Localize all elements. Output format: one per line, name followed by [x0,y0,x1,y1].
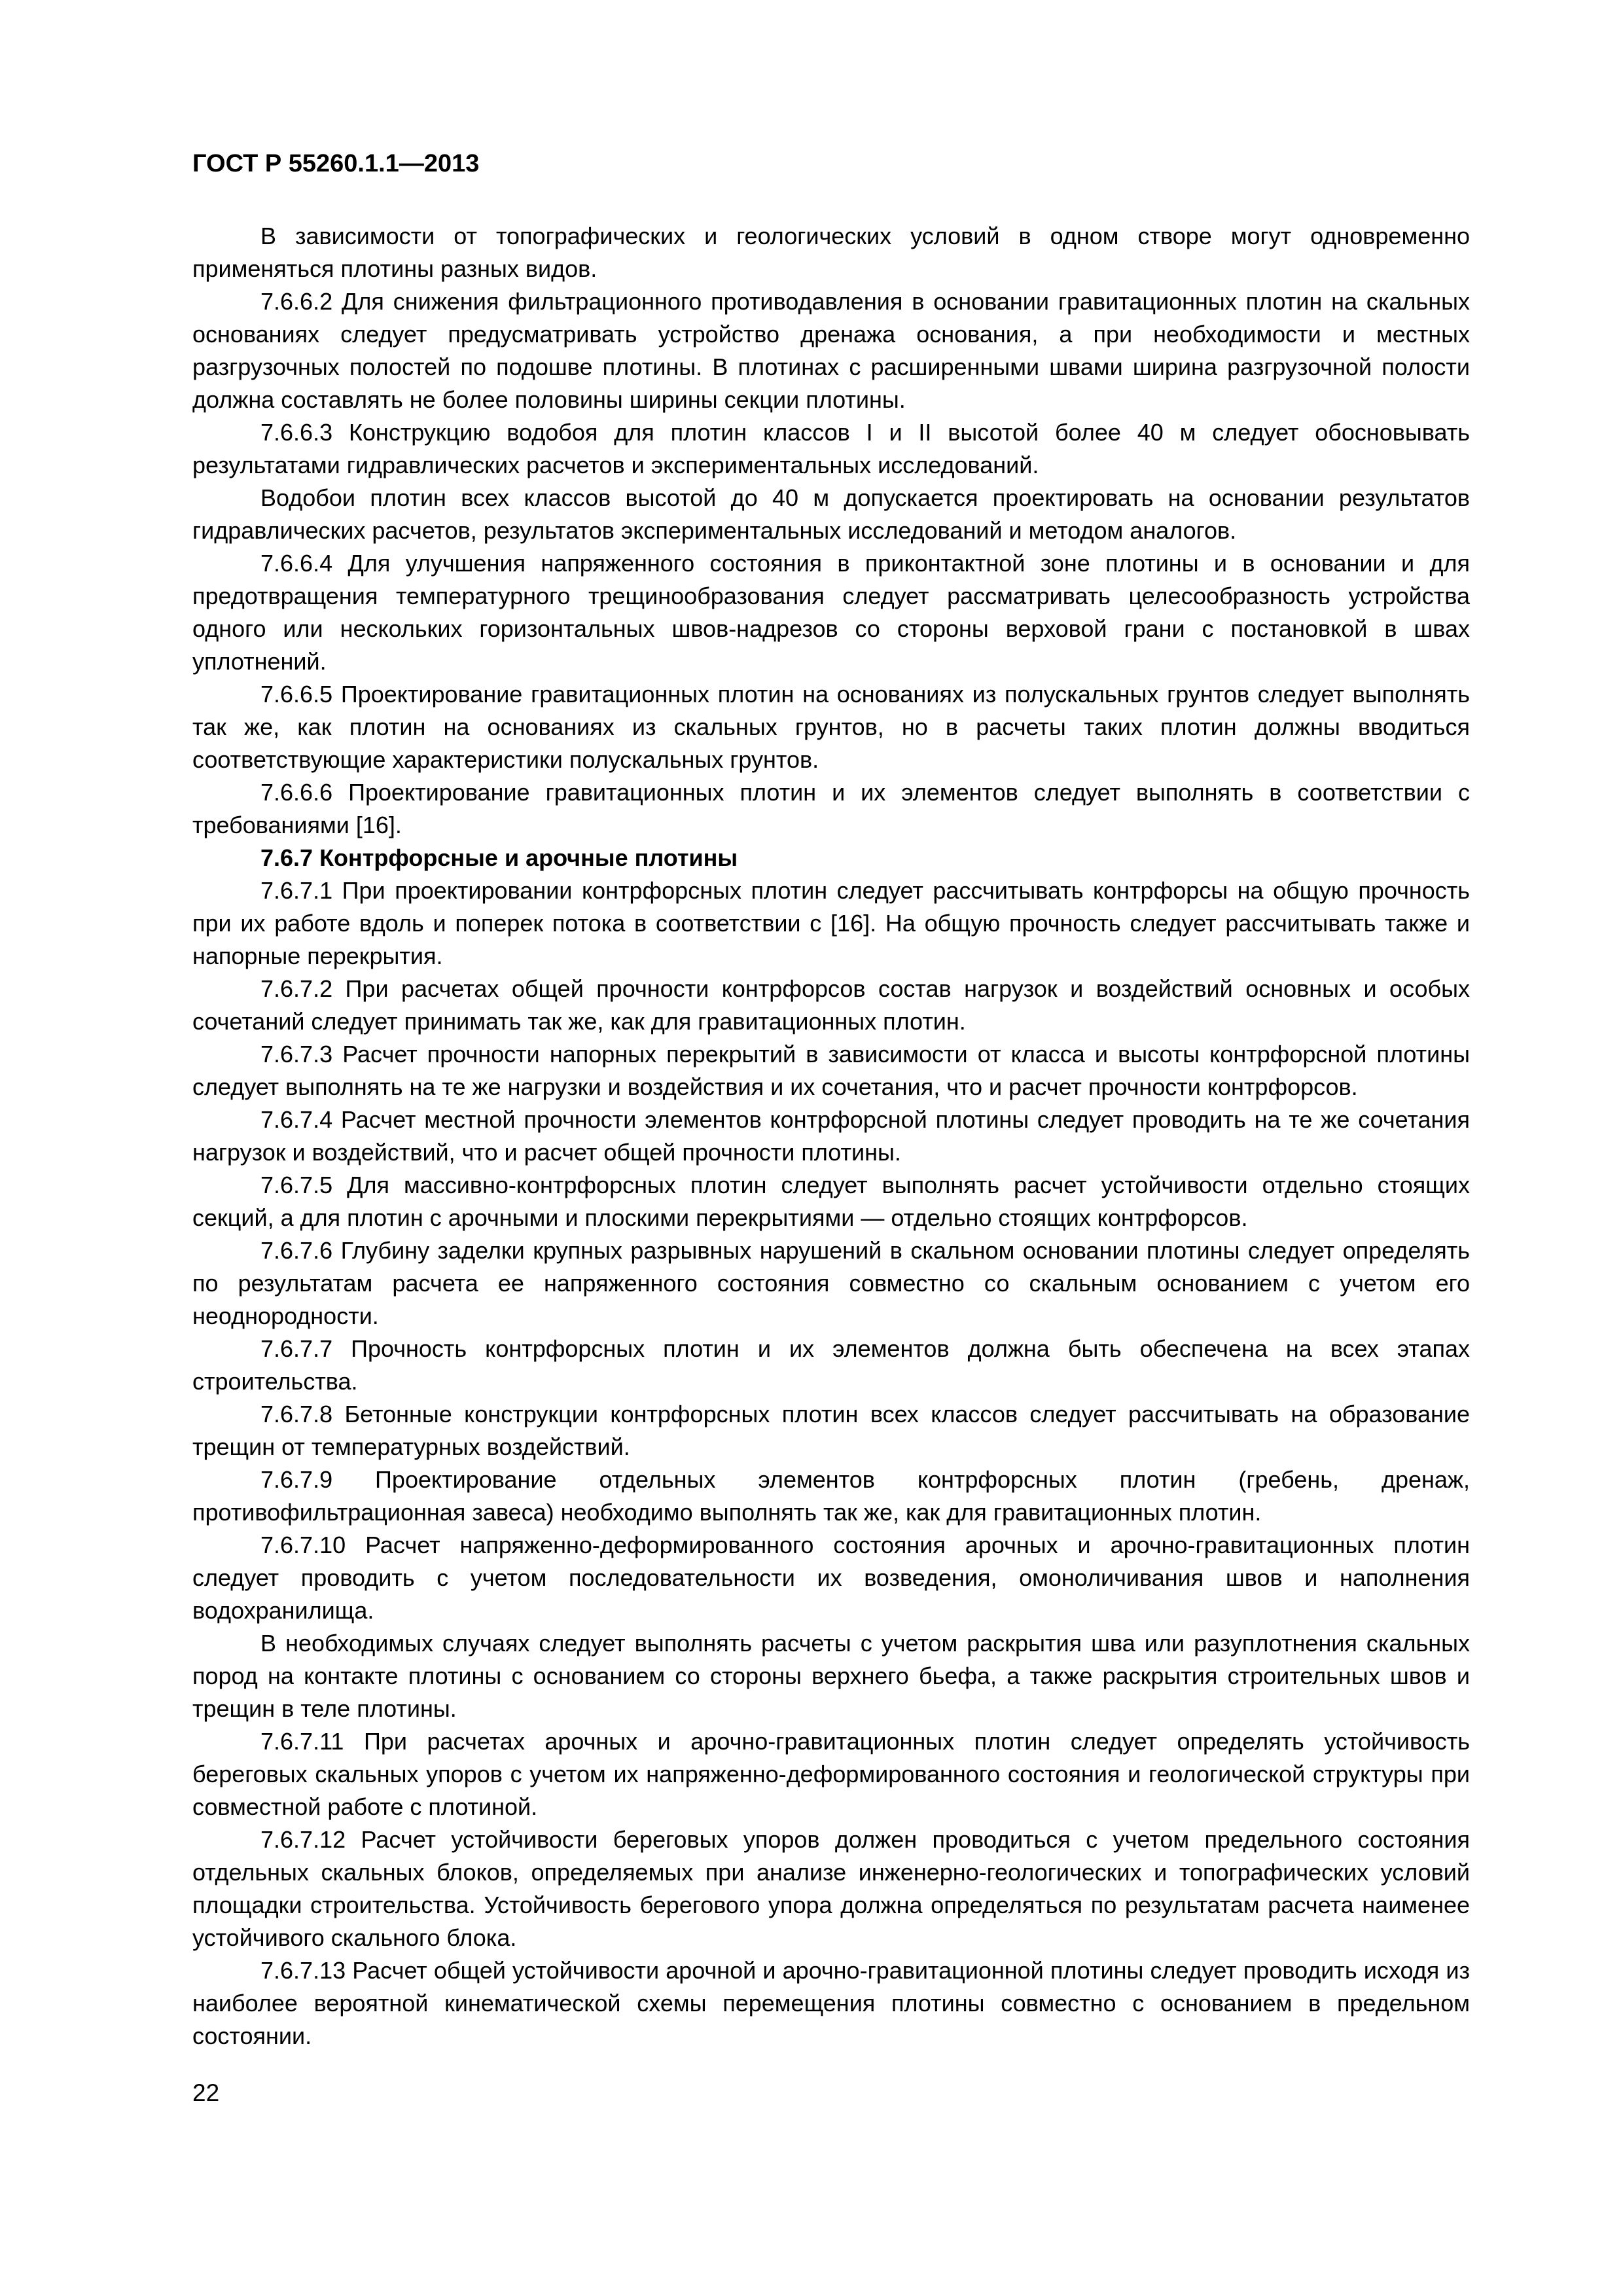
paragraph: 7.6.7.13 Расчет общей устойчивости арочной и арочно-гравитационной плотины следует проводить исходя из наиболее вероятной кинематической схемы перемещения плотины совместно с основанием в предельном состоянии. [192,1957,1470,2049]
page-number: 22 [192,2079,220,2106]
paragraph: 7.6.7.1 При проектировании контрфорсных плотин следует рассчитывать контрфорсы на общую прочность при их работе вдоль и поперек потока в соответствии с [16]. На общую прочность следует рассчитывать также и напорные перекрытия. [192,877,1470,969]
paragraph: 7.6.7.10 Расчет напряженно-деформированного состояния арочных и арочно-гравитационных плотин следует проводить с учетом последовательности их возведения, омоноличивания швов и наполнения водохранилища. [192,1532,1470,1624]
paragraph: 7.6.7.8 Бетонные конструкции контрфорсных плотин всех классов следует рассчитывать на образование трещин от температурных воздействий. [192,1401,1470,1460]
paragraph: 7.6.6.2 Для снижения фильтрационного противодавления в основании гравитационных плотин на скальных основаниях следует предусматривать устройство дренажа основания, а при необходимости и местных разгрузочных полостей по подошве плотины. В плотинах с расширенными швами ширина разгрузочной полости должна составлять не более половины ширины секции плотины. [192,288,1470,413]
document-code-header: ГОСТ Р 55260.1.1—2013 [192,150,480,177]
paragraph: 7.6.7.4 Расчет местной прочности элементов контрфорсной плотины следует проводить на те же сочетания нагрузок и воздействий, что и расчет общей прочности плотины. [192,1106,1470,1166]
paragraph: 7.6.7.6 Глубину заделки крупных разрывных нарушений в скальном основании плотины следует определять по результатам расчета ее напряженного состояния совместно со скальным основанием с учетом его неоднородности. [192,1237,1470,1329]
paragraph: 7.6.7.12 Расчет устойчивости береговых упоров должен проводиться с учетом предельного состояния отдельных скальных блоков, определяемых при анализе инженерно-геологических и топографических условий площадки строительства. Устойчивость берегового упора должна определяться по результатам расчета наименее устойчивого скального блока. [192,1826,1470,1951]
paragraph: В необходимых случаях следует выполнять расчеты с учетом раскрытия шва или разуплотнения скальных пород на контакте плотины с основанием со стороны верхнего бьефа, а также раскрытия строительных швов и трещин в теле плотины. [192,1630,1470,1722]
paragraph: 7.6.7.9 Проектирование отдельных элементов контрфорсных плотин (гребень, дренаж, противофильтрационная завеса) необходимо выполнять так же, как для гравитационных плотин. [192,1466,1470,1526]
paragraph: 7.6.7.11 При расчетах арочных и арочно-гравитационных плотин следует определять устойчивость береговых скальных упоров с учетом их напряженно-деформированного состояния и геологической структуры при совместной работе с плотиной. [192,1728,1470,1820]
paragraph: 7.6.6.5 Проектирование гравитационных плотин на основаниях из полускальных грунтов следует выполнять так же, как плотин на основаниях из скальных грунтов, но в расчеты таких плотин должны вводиться соответствующие характеристики полускальных грунтов. [192,681,1470,773]
paragraph: 7.6.7.7 Прочность контрфорсных плотин и их элементов должна быть обеспечена на всех этапах строительства. [192,1335,1470,1395]
paragraph: 7.6.7.3 Расчет прочности напорных перекрытий в зависимости от класса и высоты контрфорсной плотины следует выполнять на те же нагрузки и воздействия и их сочетания, что и расчет прочности контрфорсов. [192,1041,1470,1100]
paragraph: В зависимости от топографических и геологических условий в одном створе могут одновременно применяться плотины разных видов. [192,223,1470,282]
paragraph: 7.6.6.3 Конструкцию водобоя для плотин классов I и II высотой более 40 м следует обосновывать результатами гидравлических расчетов и экспериментальных исследований. [192,419,1470,478]
document-body [192,220,1470,2053]
paragraph: 7.6.7.5 Для массивно-контрфорсных плотин следует выполнять расчет устойчивости отдельно стоящих секций, а для плотин с арочными и плоскими перекрытиями — отдельно стоящих контрфорсов. [192,1172,1470,1231]
paragraph: 7.6.6.6 Проектирование гравитационных плотин и их элементов следует выполнять в соответствии с требованиями [16]. [192,779,1470,838]
paragraph: Водобои плотин всех классов высотой до 40 м допускается проектировать на основании результатов гидравлических расчетов, результатов экспериментальных исследований и методом аналогов. [192,484,1470,544]
section-heading: 7.6.7 Контрфорсные и арочные плотины [260,844,738,871]
paragraph: 7.6.7.2 При расчетах общей прочности контрфорсов состав нагрузок и воздействий основных и особых сочетаний следует принимать так же, как для гравитационных плотин. [192,975,1470,1035]
paragraph: 7.6.6.4 Для улучшения напряженного состояния в приконтактной зоне плотины и в основании и для предотвращения температурного трещинообразования следует рассматривать целесообразность устройства одного или нескольких горизонтальных швов-надрезов со стороны верховой грани с постановкой в швах уплотнений. [192,550,1470,675]
